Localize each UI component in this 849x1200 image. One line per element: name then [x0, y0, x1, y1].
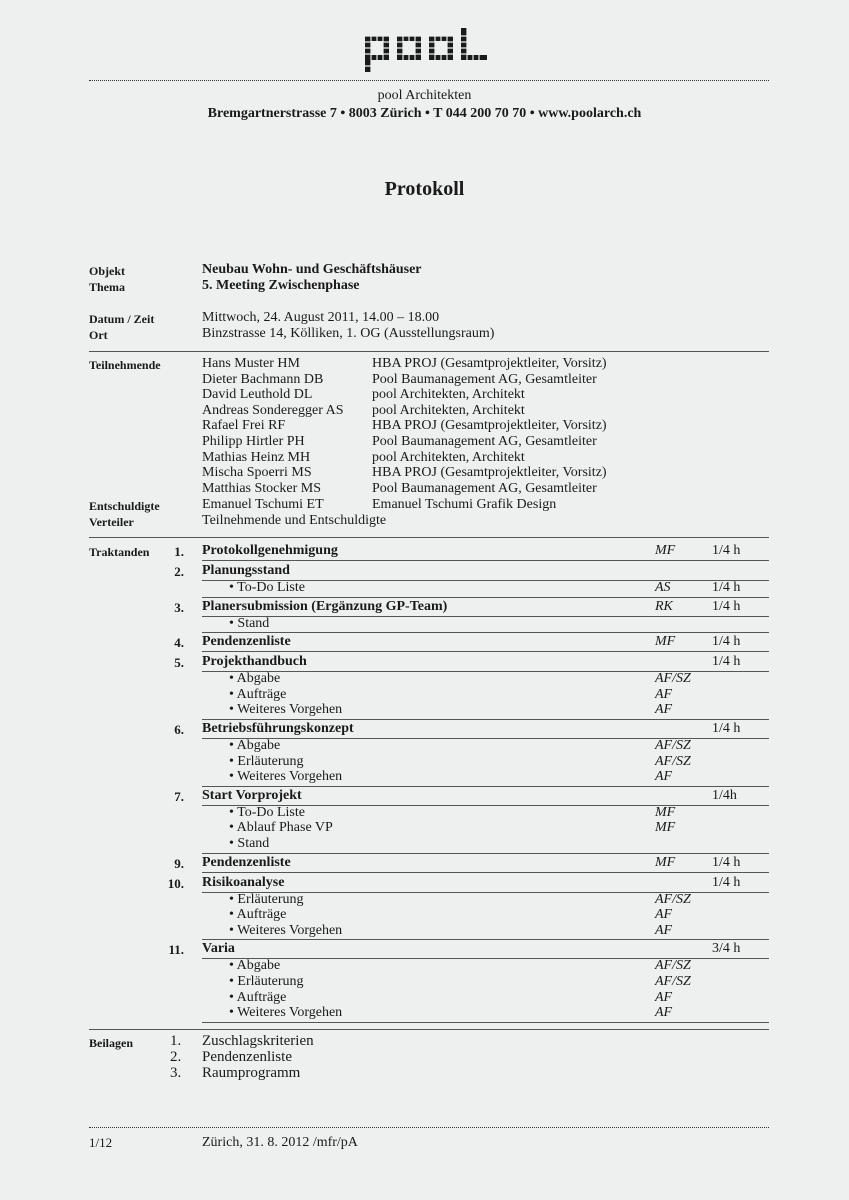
datum-value: Mittwoch, 24. August 2011, 14.00 – 18.00: [202, 310, 440, 325]
participant-role: Pool Baumanagement AG, Gesamtleiter: [372, 434, 597, 449]
agenda-item-title: Pendenzenliste: [202, 634, 291, 650]
agenda-item-title: Start Vorprojekt: [202, 787, 302, 803]
agenda-item-responsible: MF: [655, 854, 676, 870]
agenda-item-number: 2.: [174, 564, 184, 579]
attachment-number: 2.: [170, 1049, 182, 1065]
agenda-item-title: Projekthandbuch: [202, 654, 307, 670]
participant-role: pool Architekten, Architekt: [372, 402, 525, 418]
footer-divider: [89, 1127, 769, 1128]
agenda-subitem-responsible: AF: [655, 702, 673, 718]
distribution-label: Verteiler: [89, 515, 134, 529]
agenda-subitem-responsible: MF: [655, 804, 676, 820]
agenda-item-number: 6.: [174, 722, 184, 737]
excused-name: Emanuel Tschumi ET: [202, 497, 324, 512]
agenda-item-title: Betriebsführungskonzept: [202, 721, 354, 736]
agenda-item-responsible: RK: [655, 598, 673, 614]
page-title: Protokoll: [384, 178, 465, 200]
agenda-item-number: 1.: [174, 544, 184, 559]
attachment-number: 3.: [170, 1065, 182, 1081]
excused-label: Entschuldigte: [89, 499, 160, 513]
agenda-item-responsible: MF: [655, 634, 676, 650]
objekt-label: Objekt: [89, 264, 125, 278]
agenda-subitem-responsible: AF/SZ: [655, 958, 691, 974]
agenda-item-divider: [202, 632, 769, 633]
participant-role: HBA PROJ (Gesamtprojektleiter, Vorsitz): [372, 465, 607, 481]
agenda-subitem: • Ablauf Phase VP: [229, 820, 333, 836]
attachment-item: Pendenzenliste: [202, 1049, 292, 1065]
agenda-item-title: Pendenzenliste: [202, 854, 291, 870]
participant-name: Hans Muster HM: [202, 356, 300, 371]
participant-name: Philipp Hirtler PH: [202, 434, 305, 449]
agenda-subitem: • Stand: [229, 836, 270, 851]
agenda-subitem: • Erläuterung: [229, 753, 304, 769]
agenda-item-divider: [202, 1022, 769, 1023]
agenda-subitem: • Erläuterung: [229, 891, 304, 907]
agenda-subitem: • Weiteres Vorgehen: [229, 702, 343, 718]
agenda-item-duration: 1/4 h: [712, 543, 741, 558]
objekt-value: Neubau Wohn- und Geschäftshäuser: [202, 262, 422, 277]
thema-label: Thema: [89, 280, 125, 294]
agenda-subitem: • Aufträge: [229, 686, 287, 702]
agenda-item-duration: 1/4h: [712, 787, 737, 803]
agenda-subitem: • Erläuterung: [229, 974, 304, 989]
attachments-label: Beilagen: [89, 1036, 133, 1050]
participant-role: Pool Baumanagement AG, Gesamtleiter: [372, 371, 597, 387]
agenda-subitem-responsible: AF/SZ: [655, 974, 691, 989]
distribution-value: Teilnehmende und Entschuldigte: [202, 513, 387, 528]
ort-value: Binzstrasse 14, Kölliken, 1. OG (Ausstellungsraum): [202, 326, 495, 341]
agenda-item-title: Risikoanalyse: [202, 874, 285, 890]
agenda-item-underline: [202, 560, 769, 561]
agenda-item-number: 4.: [174, 635, 184, 651]
agenda-item-divider: [202, 719, 769, 720]
agenda-item-title: Protokollgenehmigung: [202, 543, 338, 558]
agenda-item-underline: [202, 651, 769, 652]
agenda-item-duration: 3/4 h: [712, 941, 741, 957]
agenda-item-underline: [202, 872, 769, 873]
page-number: 1/12: [89, 1135, 113, 1150]
agenda-subitem: • To-Do Liste: [229, 580, 305, 595]
section-rule: [89, 351, 769, 352]
agenda-item-title: Planungsstand: [202, 563, 290, 578]
agenda-item-number: 11.: [168, 942, 184, 958]
agenda-subitem: • Weiteres Vorgehen: [229, 922, 343, 938]
agenda-item-title: Varia: [202, 941, 235, 957]
excused-role: Emanuel Tschumi Grafik Design: [372, 497, 557, 512]
section-rule: [89, 1029, 769, 1030]
participant-name: David Leuthold DL: [202, 387, 313, 403]
participant-name: Rafael Frei RF: [202, 418, 286, 434]
agenda-item-number: 7.: [174, 788, 184, 804]
attachment-number: 1.: [170, 1033, 182, 1049]
agenda-subitem: • Aufträge: [229, 907, 287, 923]
agenda-subitem-responsible: AF/SZ: [655, 891, 691, 907]
agenda-subitem-responsible: AF/SZ: [655, 671, 691, 687]
agenda-subitem-responsible: AF: [655, 922, 673, 938]
participant-role: Pool Baumanagement AG, Gesamtleiter: [372, 480, 597, 496]
agenda-label: Traktanden: [89, 545, 150, 559]
agenda-item-divider: [202, 939, 769, 940]
agenda-item-duration: 1/4 h: [712, 721, 741, 736]
agenda-subitem-responsible: AF: [655, 907, 673, 923]
agenda-subitem-responsible: AF: [655, 686, 673, 702]
attachment-item: Zuschlagskriterien: [202, 1033, 314, 1049]
agenda-subitem: • To-Do Liste: [229, 804, 305, 820]
participant-name: Andreas Sonderegger AS: [202, 402, 344, 418]
participant-role: pool Architekten, Architekt: [372, 387, 525, 403]
agenda-item-duration: 1/4 h: [712, 854, 741, 870]
section-rule: [89, 537, 769, 538]
agenda-subitem: • Weiteres Vorgehen: [229, 769, 343, 785]
ort-label: Ort: [89, 328, 108, 342]
agenda-item-duration: 1/4 h: [712, 598, 741, 614]
agenda-item-divider: [202, 786, 769, 787]
participant-name: Dieter Bachmann DB: [202, 371, 324, 387]
agenda-subitem: • Abgabe: [229, 738, 281, 753]
datum-label: Datum / Zeit: [89, 312, 155, 326]
agenda-subitem-responsible: AS: [655, 580, 671, 595]
agenda-subitem-responsible: AF/SZ: [655, 753, 691, 769]
agenda-subitem-responsible: AF: [655, 1005, 673, 1021]
participant-name: Mathias Heinz MH: [202, 449, 311, 465]
footer-place-date: Zürich, 31. 8. 2012 /mfr/pA: [202, 1135, 358, 1150]
header-divider: [89, 80, 769, 81]
agenda-item-number: 9.: [174, 855, 184, 871]
participants-label: Teilnehmende: [89, 358, 161, 372]
agenda-item-underline: [202, 616, 769, 617]
agenda-subitem-responsible: MF: [655, 820, 676, 836]
participant-role: pool Architekten, Architekt: [372, 449, 525, 465]
attachment-item: Raumprogramm: [202, 1065, 301, 1081]
agenda-item-number: 5.: [174, 655, 184, 671]
participant-name: Mischa Spoerri MS: [202, 465, 312, 481]
agenda-subitem-duration: 1/4 h: [712, 580, 741, 595]
agenda-subitem: • Abgabe: [229, 671, 281, 687]
participant-role: HBA PROJ (Gesamtprojektleiter, Vorsitz): [372, 356, 607, 371]
agenda-item-number: 3.: [174, 599, 184, 615]
agenda-subitem: • Stand: [229, 615, 270, 631]
agenda-subitem: • Weiteres Vorgehen: [229, 1005, 343, 1021]
agenda-item-title: Planersubmission (Ergänzung GP-Team): [202, 598, 448, 614]
agenda-item-number: 10.: [167, 875, 184, 891]
agenda-subitem: • Aufträge: [229, 989, 287, 1005]
agenda-item-divider: [202, 853, 769, 854]
thema-value: 5. Meeting Zwischenphase: [202, 278, 360, 293]
agenda-item-duration: 1/4 h: [712, 874, 741, 890]
company-address: Bremgartnerstrasse 7 • 8003 Zürich • T 044 200 70 70 • www.poolarch.ch: [207, 106, 642, 121]
participant-name: Matthias Stocker MS: [202, 480, 321, 496]
agenda-item-duration: 1/4 h: [712, 634, 741, 650]
agenda-subitem-responsible: AF: [655, 989, 673, 1005]
company-name: pool Architekten: [377, 88, 472, 103]
agenda-item-divider: [202, 597, 769, 598]
pool-logo: [365, 28, 489, 72]
agenda-item-duration: 1/4 h: [712, 654, 741, 670]
participant-role: HBA PROJ (Gesamtprojektleiter, Vorsitz): [372, 418, 607, 434]
agenda-subitem-responsible: AF: [655, 769, 673, 785]
agenda-subitem: • Abgabe: [229, 958, 281, 974]
agenda-subitem-responsible: AF/SZ: [655, 738, 691, 753]
agenda-item-responsible: MF: [655, 543, 676, 558]
